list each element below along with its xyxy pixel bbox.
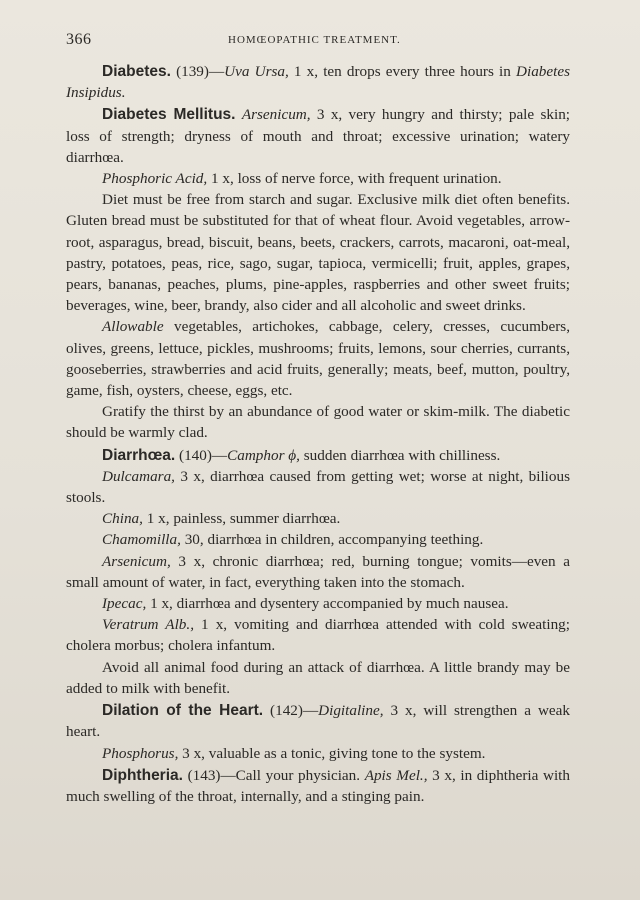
remedy-text: 1 x, loss of nerve force, with frequent urination. (207, 170, 502, 188)
remedy-name: Apis Mel., (364, 766, 428, 784)
remedy-name: Chamomilla, (102, 531, 181, 549)
remedy-text: 1 x, diarrhœa and dysentery accompanied by much nausea. (146, 595, 509, 613)
remedy-text: 1 x, ten drops every three hours in (288, 63, 516, 80)
remedy-text: 3 x, diarrhœa caused from getting wet; worse at night, bilious stools. (66, 467, 570, 507)
entry-diabetes (66, 61, 570, 103)
remedy-paragraph (66, 743, 570, 764)
entry-number: (140)— (175, 446, 228, 464)
entry-diabetes-mellitus (66, 104, 570, 168)
remedy-paragraph (66, 168, 570, 189)
remedy-name: Digitaline, (318, 702, 384, 720)
remedy-name: China, (102, 510, 143, 528)
remedy-text: 3 x, very hungry and thirsty; pale skin; loss of strength; dryness of mouth and throat; excessive urination; watery diarrhœa. (66, 106, 571, 166)
remedy-text: 1 x, painless, summer diarrhœa. (142, 510, 341, 528)
remedy-paragraph (66, 508, 570, 529)
entry-number: (142)— (263, 702, 319, 720)
remedy-paragraph (66, 551, 570, 593)
page-number: 366 (66, 31, 92, 48)
remedy-name: Camphor ϕ, (227, 446, 300, 464)
advice-paragraph: Avoid all animal food during an attack of diarrhœa. A little brandy may be added to milk with benefit. (66, 658, 570, 697)
entry-diarrhoea (66, 445, 570, 466)
remedy-name: Ipecac, (102, 595, 147, 613)
remedy-name: Dulcamara, (102, 467, 175, 485)
remedy-text: sudden diarrhœa with chilliness. (299, 446, 501, 464)
entry-heading: Diarrhœa. (102, 446, 176, 464)
page-body (66, 60, 570, 807)
remedy-name: Phosphoric Acid, (102, 170, 208, 188)
diet-paragraph: Diet must be free from starch and sugar. Exclusive milk diet often benefits. Gluten bread must be substituted for that of wheat flour. Avoid vegetables, arrow-root, asparagus, bread, biscuit, beans, beets, crackers, carrots, macaroni, oat-meal, pastry, potatoes, peas, rice, sago, sugar, tapioca, vermicelli; fruit, apples, grapes, pears, bananas, peaches, plums, pine-apples, raspberries and other sweet fruits; beverages, wine, beer, brandy, also cider and all alcoholic and sweet drinks. (66, 191, 570, 315)
entry-diphtheria (66, 765, 570, 807)
allowable-paragraph (66, 316, 570, 401)
remedy-paragraph (66, 593, 570, 614)
remedy-text: 1 x, vomiting and diarrhœa attended with cold sweating; cholera morbus; cholera infantum. (66, 616, 570, 655)
remedy-text: 30, diarrhœa in children, accompanying teething. (180, 531, 484, 549)
remedy-text: 3 x, valuable as a tonic, giving tone to the system. (178, 744, 486, 762)
remedy-name: Arsenicum, (102, 552, 171, 570)
remedy-text: 3 x, will strengthen a weak heart. (66, 702, 570, 741)
page-header (66, 31, 572, 53)
remedy-paragraph (66, 614, 570, 656)
remedy-name: Uva Ursa, (224, 63, 289, 80)
entry-heading: Diabetes. (102, 63, 171, 80)
remedy-name: Phosphorus, (102, 744, 179, 762)
entry-number: (143)— (182, 766, 236, 784)
running-head: HOMŒOPATHIC TREATMENT. (228, 34, 401, 46)
allowable-label: Allowable (102, 318, 164, 336)
remedy-name: Veratrum Alb., (102, 616, 194, 634)
remedy-name: Arsenicum, (241, 106, 311, 124)
remedy-text: 3 x, in diphtheria with much swelling of the throat, internally, and a stinging pain. (66, 766, 570, 805)
allowable-text: vegetables, artichokes, cabbage, celery, cresses, cucumbers, olives, greens, lettuce, pickles, mushrooms; fruits, lemons, sour cherries, currants, gooseberries, strawberries and acid fruits, generally; meats, beef, mutton, poultry, game, fish, oysters, cheese, eggs, etc. (66, 318, 570, 400)
entry-dilation-of-heart (66, 700, 570, 742)
remedy-paragraph (66, 466, 570, 508)
entry-heading: Diabetes Mellitus. (102, 106, 236, 124)
instruction-text: Call your physician. (235, 766, 365, 784)
remedy-paragraph (66, 529, 570, 550)
entry-heading: Dilation of the Heart. (102, 702, 264, 720)
remedy-text: 3 x, chronic diarrhœa; red, burning tongue; vomits—even a small amount of water, in fact, everything taken into the stomach. (66, 552, 570, 591)
entry-number: (139)— (170, 63, 225, 80)
thirst-paragraph: Gratify the thirst by an abundance of good water or skim-milk. The diabetic should be warmly clad. (66, 403, 570, 442)
condition-name: Diabetes Insipidus. (66, 63, 570, 102)
entry-heading: Diphtheria. (102, 766, 183, 784)
